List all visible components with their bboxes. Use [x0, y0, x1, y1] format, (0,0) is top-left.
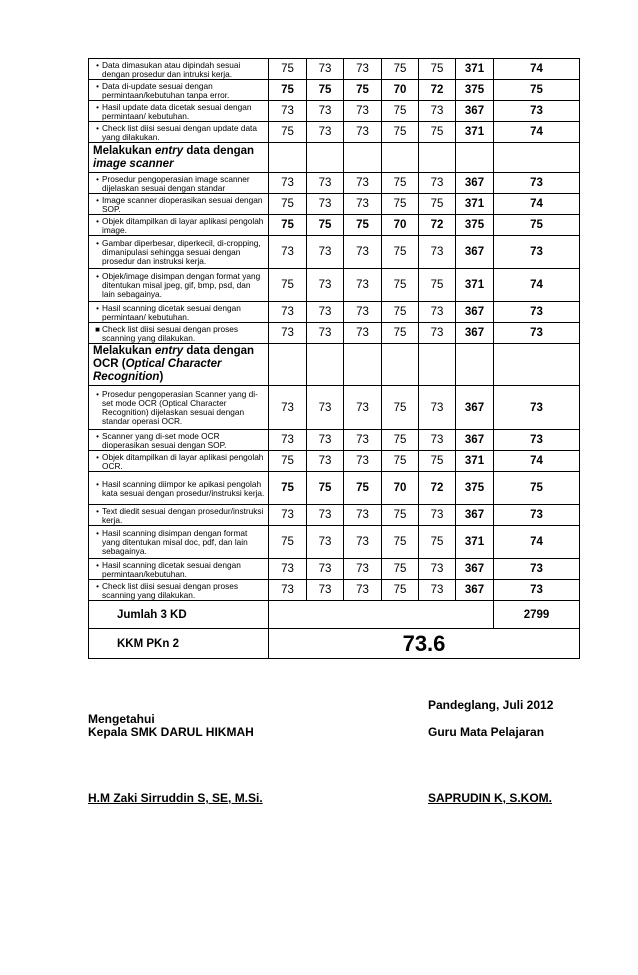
criteria-text: Check list diisi sesuai dengan proses scanning yang dilakukan.	[102, 580, 239, 600]
score-cell: 73	[419, 323, 456, 344]
table-row	[89, 194, 580, 215]
table-row	[89, 323, 580, 344]
criteria-text: Hasil scanning dicetak sesuai dengan permintaan/ kebutuhan.	[102, 302, 241, 322]
criteria-cell	[89, 302, 269, 323]
score-cell: 73	[307, 505, 344, 526]
score-cell: 73	[419, 101, 456, 122]
score-cell: 73	[419, 386, 456, 430]
empty-cell	[269, 601, 494, 629]
empty-cell	[307, 344, 344, 386]
score-cell: 73	[344, 505, 382, 526]
score-cell: 73	[344, 580, 382, 601]
table-row	[89, 386, 580, 430]
criteria-text: Scanner yang di-set mode OCR dioperasikan sesuai dengan SOP.	[102, 430, 227, 450]
table-row	[89, 451, 580, 472]
empty-cell	[494, 143, 580, 173]
score-cell: 73	[269, 236, 307, 269]
score-cell: 72	[419, 472, 456, 505]
score-cell: 73	[269, 430, 307, 451]
score-cell: 73	[419, 430, 456, 451]
bullet-icon: ■	[95, 324, 100, 334]
score-cell: 73	[344, 526, 382, 559]
score-cell: 74	[494, 269, 580, 302]
score-cell: 75	[382, 580, 419, 601]
criteria-text: Check list diisi sesuai dengan proses scanning yang dilakukan.	[102, 323, 239, 343]
score-cell: 75	[307, 215, 344, 236]
score-cell: 367	[456, 236, 494, 269]
score-cell: 367	[456, 323, 494, 344]
empty-cell	[344, 143, 382, 173]
criteria-text: Objek ditampilkan di layar aplikasi pengolah OCR.	[102, 451, 264, 471]
empty-cell	[307, 143, 344, 173]
score-cell: 73	[307, 122, 344, 143]
score-cell: 371	[456, 194, 494, 215]
score-cell: 75	[269, 122, 307, 143]
table-row	[89, 59, 580, 80]
score-cell: 73	[494, 505, 580, 526]
score-cell: 73	[419, 505, 456, 526]
score-cell: 75	[269, 194, 307, 215]
empty-cell	[269, 143, 307, 173]
score-cell: 75	[344, 80, 382, 101]
bullet-icon: •	[96, 174, 99, 184]
bullet-icon: •	[96, 452, 99, 462]
score-cell: 75	[382, 323, 419, 344]
score-cell: 367	[456, 430, 494, 451]
score-cell: 75	[382, 269, 419, 302]
criteria-cell	[89, 101, 269, 122]
heading-text: data dengan	[183, 144, 255, 157]
list-item	[93, 507, 265, 525]
criteria-cell	[89, 236, 269, 269]
bullet-icon: •	[96, 581, 99, 591]
table-row	[89, 236, 580, 269]
section-heading	[89, 143, 269, 173]
score-cell: 75	[269, 526, 307, 559]
score-cell: 73	[494, 173, 580, 194]
criteria-text: Data dimasukan atau dipindah sesuai dengan prosedur dan intruksi kerja.	[102, 59, 241, 79]
score-cell: 74	[494, 526, 580, 559]
score-cell: 73	[269, 101, 307, 122]
summary-row	[89, 601, 580, 629]
assessment-table	[88, 58, 580, 659]
section-row	[89, 344, 580, 386]
score-cell: 73	[307, 430, 344, 451]
score-cell: 75	[494, 472, 580, 505]
table-row	[89, 472, 580, 505]
criteria-cell	[89, 80, 269, 101]
score-cell: 75	[307, 472, 344, 505]
score-cell: 75	[269, 215, 307, 236]
score-cell: 73	[269, 505, 307, 526]
criteria-cell	[89, 194, 269, 215]
bullet-icon: •	[96, 102, 99, 112]
score-cell: 375	[456, 80, 494, 101]
score-cell: 75	[494, 80, 580, 101]
criteria-cell	[89, 215, 269, 236]
empty-cell	[344, 344, 382, 386]
score-cell: 75	[344, 215, 382, 236]
kkm-row	[89, 629, 580, 659]
score-cell: 74	[494, 194, 580, 215]
score-cell: 73	[344, 59, 382, 80]
score-cell: 75	[382, 430, 419, 451]
criteria-cell	[89, 386, 269, 430]
score-cell: 371	[456, 269, 494, 302]
score-cell: 73	[344, 323, 382, 344]
score-cell: 73	[419, 302, 456, 323]
score-cell: 73	[307, 323, 344, 344]
list-item	[93, 124, 265, 142]
score-cell: 367	[456, 173, 494, 194]
score-cell: 367	[456, 386, 494, 430]
score-cell: 73	[419, 236, 456, 269]
criteria-text: Gambar diperbesar, diperkecil, di-cropping, dimanipulasi sehingga sesuai dengan prosedur dan instruksi kerja.	[102, 238, 261, 266]
score-cell: 73	[307, 302, 344, 323]
score-cell: 375	[456, 215, 494, 236]
criteria-text: Text diedit sesuai dengan prosedur/instruksi kerja.	[102, 505, 264, 525]
heading-text: )	[159, 371, 164, 383]
score-cell: 375	[456, 472, 494, 505]
list-item	[93, 61, 265, 79]
kkm-value: 73.6	[269, 629, 580, 659]
score-cell: 73	[494, 386, 580, 430]
score-cell: 73	[269, 559, 307, 580]
table-row	[89, 526, 580, 559]
criteria-cell	[89, 472, 269, 505]
criteria-cell	[89, 323, 269, 344]
list-item	[93, 103, 265, 121]
score-cell: 367	[456, 302, 494, 323]
table-row	[89, 122, 580, 143]
score-cell: 73	[307, 559, 344, 580]
section-row	[89, 143, 580, 173]
score-cell: 73	[419, 580, 456, 601]
score-cell: 73	[344, 269, 382, 302]
score-cell: 75	[269, 59, 307, 80]
criteria-text: Hasil scanning diimpor ke apikasi pengolah kata sesuai dengan prosedur/instruksi kerja.	[102, 478, 265, 498]
score-cell: 73	[494, 323, 580, 344]
score-cell: 73	[344, 173, 382, 194]
table-row	[89, 269, 580, 302]
score-cell: 75	[382, 59, 419, 80]
score-cell: 75	[344, 472, 382, 505]
heading-text: Melakukan	[93, 345, 155, 357]
table-row	[89, 559, 580, 580]
list-item	[93, 82, 265, 100]
criteria-text: Objek/image disimpan dengan format yang ditentukan misal jpeg, gif, bmp, psd, dan lain sebagainya.	[102, 271, 261, 299]
bullet-icon: •	[96, 60, 99, 70]
score-cell: 73	[344, 430, 382, 451]
list-item	[93, 175, 265, 193]
score-cell: 73	[269, 323, 307, 344]
score-cell: 73	[494, 101, 580, 122]
bullet-icon: •	[96, 123, 99, 133]
criteria-cell	[89, 559, 269, 580]
score-cell: 73	[494, 430, 580, 451]
heading-text: data dengan	[183, 345, 255, 357]
criteria-text: Hasil scanning disimpan dengan format yang ditentukan misal doc, pdf, dan lain sebagainya.	[102, 528, 248, 556]
criteria-text: Prosedur pengoperasian Scanner yang di-set mode OCR (Optical Character Recognition) dijelaskan sesuai dengan standar operasi OCR.	[102, 389, 258, 426]
empty-cell	[269, 344, 307, 386]
bullet-icon: •	[96, 560, 99, 570]
score-cell: 75	[419, 269, 456, 302]
score-cell: 70	[382, 472, 419, 505]
kkm-label: KKM PKn 2	[89, 629, 269, 659]
score-cell: 73	[307, 101, 344, 122]
score-cell: 73	[344, 236, 382, 269]
list-item	[93, 480, 265, 498]
score-cell: 75	[382, 122, 419, 143]
list-item	[93, 239, 265, 266]
left-title-1: Mengetahui	[88, 712, 155, 726]
criteria-cell	[89, 59, 269, 80]
score-cell: 72	[419, 215, 456, 236]
score-cell: 75	[419, 194, 456, 215]
list-item	[93, 561, 265, 579]
heading-emphasis: image scanner	[93, 157, 174, 170]
score-cell: 74	[494, 59, 580, 80]
score-cell: 73	[307, 269, 344, 302]
right-title: Guru Mata Pelajaran	[428, 725, 545, 739]
score-cell: 367	[456, 559, 494, 580]
empty-cell	[382, 143, 419, 173]
criteria-text: Data di-update sesuai dengan permintaan/kebutuhan tanpa error.	[102, 80, 230, 100]
score-cell: 75	[382, 302, 419, 323]
score-cell: 73	[307, 386, 344, 430]
score-cell: 371	[456, 451, 494, 472]
criteria-cell	[89, 451, 269, 472]
table-row	[89, 505, 580, 526]
bullet-icon: •	[96, 303, 99, 313]
criteria-cell	[89, 580, 269, 601]
bullet-icon: •	[96, 390, 99, 399]
score-cell: 75	[307, 80, 344, 101]
heading-text: Melakukan	[93, 144, 155, 157]
score-cell: 75	[269, 269, 307, 302]
list-item	[93, 582, 265, 600]
score-cell: 73	[344, 451, 382, 472]
criteria-text: Hasil scanning dicetak sesuai dengan permintaan/kebutuhan.	[102, 559, 241, 579]
table-row	[89, 173, 580, 194]
table-row	[89, 101, 580, 122]
score-cell: 73	[307, 236, 344, 269]
score-cell: 75	[269, 80, 307, 101]
empty-cell	[419, 143, 456, 173]
score-cell: 73	[269, 580, 307, 601]
section-heading	[89, 344, 269, 386]
criteria-cell	[89, 122, 269, 143]
score-cell: 74	[494, 451, 580, 472]
score-cell: 73	[344, 194, 382, 215]
score-cell: 367	[456, 505, 494, 526]
score-cell: 75	[382, 236, 419, 269]
bullet-icon: •	[96, 195, 99, 205]
criteria-text: Check list diisi sesuai dengan update data yang dilakukan.	[102, 122, 257, 142]
score-cell: 75	[382, 194, 419, 215]
bullet-icon: •	[96, 216, 99, 226]
list-item	[93, 272, 265, 299]
empty-cell	[382, 344, 419, 386]
empty-cell	[419, 344, 456, 386]
list-item	[93, 304, 265, 322]
heading-emphasis: Optical Character Recognition	[93, 358, 222, 383]
bullet-icon: •	[96, 431, 99, 441]
bullet-icon: •	[96, 506, 99, 516]
score-cell: 73	[307, 526, 344, 559]
summary-label: Jumlah 3 KD	[89, 601, 269, 629]
score-cell: 75	[382, 559, 419, 580]
score-cell: 75	[382, 173, 419, 194]
criteria-text: Hasil update data dicetak sesuai dengan permintaan/ kebutuhan.	[102, 101, 252, 121]
bullet-icon: •	[96, 272, 99, 281]
heading-emphasis: entry	[155, 144, 184, 157]
criteria-cell	[89, 173, 269, 194]
score-cell: 73	[494, 580, 580, 601]
score-cell: 75	[419, 122, 456, 143]
list-item	[93, 196, 265, 214]
score-cell: 75	[419, 526, 456, 559]
heading-text: OCR (	[93, 358, 126, 370]
score-cell: 70	[382, 80, 419, 101]
list-item	[93, 217, 265, 235]
criteria-cell	[89, 505, 269, 526]
score-cell: 73	[269, 173, 307, 194]
criteria-text: Image scanner dioperasikan sesuai dengan SOP.	[102, 194, 263, 214]
score-cell: 75	[382, 386, 419, 430]
score-cell: 75	[419, 59, 456, 80]
score-cell: 73	[419, 173, 456, 194]
empty-cell	[494, 344, 580, 386]
list-item	[93, 390, 265, 426]
summary-total: 2799	[494, 601, 580, 629]
table-row	[89, 430, 580, 451]
score-cell: 367	[456, 101, 494, 122]
score-cell: 73	[269, 302, 307, 323]
score-cell: 371	[456, 526, 494, 559]
empty-cell	[456, 344, 494, 386]
bullet-icon: •	[96, 529, 99, 538]
score-cell: 73	[344, 559, 382, 580]
score-cell: 73	[307, 194, 344, 215]
score-cell: 75	[382, 101, 419, 122]
score-cell: 73	[307, 580, 344, 601]
table-row	[89, 580, 580, 601]
empty-cell	[456, 143, 494, 173]
list-item	[93, 325, 265, 343]
score-cell: 73	[494, 559, 580, 580]
bullet-icon: •	[96, 239, 99, 248]
table-row	[89, 302, 580, 323]
score-cell: 73	[307, 59, 344, 80]
score-cell: 371	[456, 122, 494, 143]
left-title-2: Kepala SMK DARUL HIKMAH	[88, 725, 254, 739]
score-cell: 73	[344, 101, 382, 122]
table-row	[89, 80, 580, 101]
bullet-icon: •	[96, 479, 99, 489]
score-cell: 73	[494, 236, 580, 269]
criteria-cell	[89, 269, 269, 302]
score-cell: 73	[307, 451, 344, 472]
score-cell: 367	[456, 580, 494, 601]
score-cell: 73	[307, 173, 344, 194]
score-cell: 73	[344, 386, 382, 430]
criteria-cell	[89, 526, 269, 559]
list-item	[93, 432, 265, 450]
score-cell: 75	[269, 451, 307, 472]
table-row	[89, 215, 580, 236]
score-cell: 74	[494, 122, 580, 143]
score-cell: 73	[419, 559, 456, 580]
headmaster-name: H.M Zaki Sirruddin S, SE, M.Si.	[88, 791, 263, 805]
score-cell: 371	[456, 59, 494, 80]
score-cell: 73	[344, 302, 382, 323]
list-item	[93, 453, 265, 471]
criteria-cell	[89, 430, 269, 451]
score-cell: 70	[382, 215, 419, 236]
criteria-text: Prosedur pengoperasian image scanner dijelaskan sesuai dengan standar	[102, 173, 250, 193]
score-cell: 72	[419, 80, 456, 101]
score-cell: 75	[382, 505, 419, 526]
teacher-name: SAPRUDIN K, S.KOM.	[428, 791, 553, 805]
heading-emphasis: entry	[155, 345, 184, 357]
score-cell: 75	[269, 472, 307, 505]
bullet-icon: •	[96, 81, 99, 91]
list-item	[93, 529, 265, 556]
score-cell: 75	[382, 451, 419, 472]
score-cell: 75	[419, 451, 456, 472]
score-cell: 73	[269, 386, 307, 430]
score-cell: 75	[382, 526, 419, 559]
place-date: Pandeglang, Juli 2012	[428, 698, 554, 712]
criteria-text: Objek ditampilkan di layar aplikasi pengolah image.	[102, 215, 264, 235]
score-cell: 75	[494, 215, 580, 236]
score-cell: 73	[494, 302, 580, 323]
score-cell: 73	[344, 122, 382, 143]
